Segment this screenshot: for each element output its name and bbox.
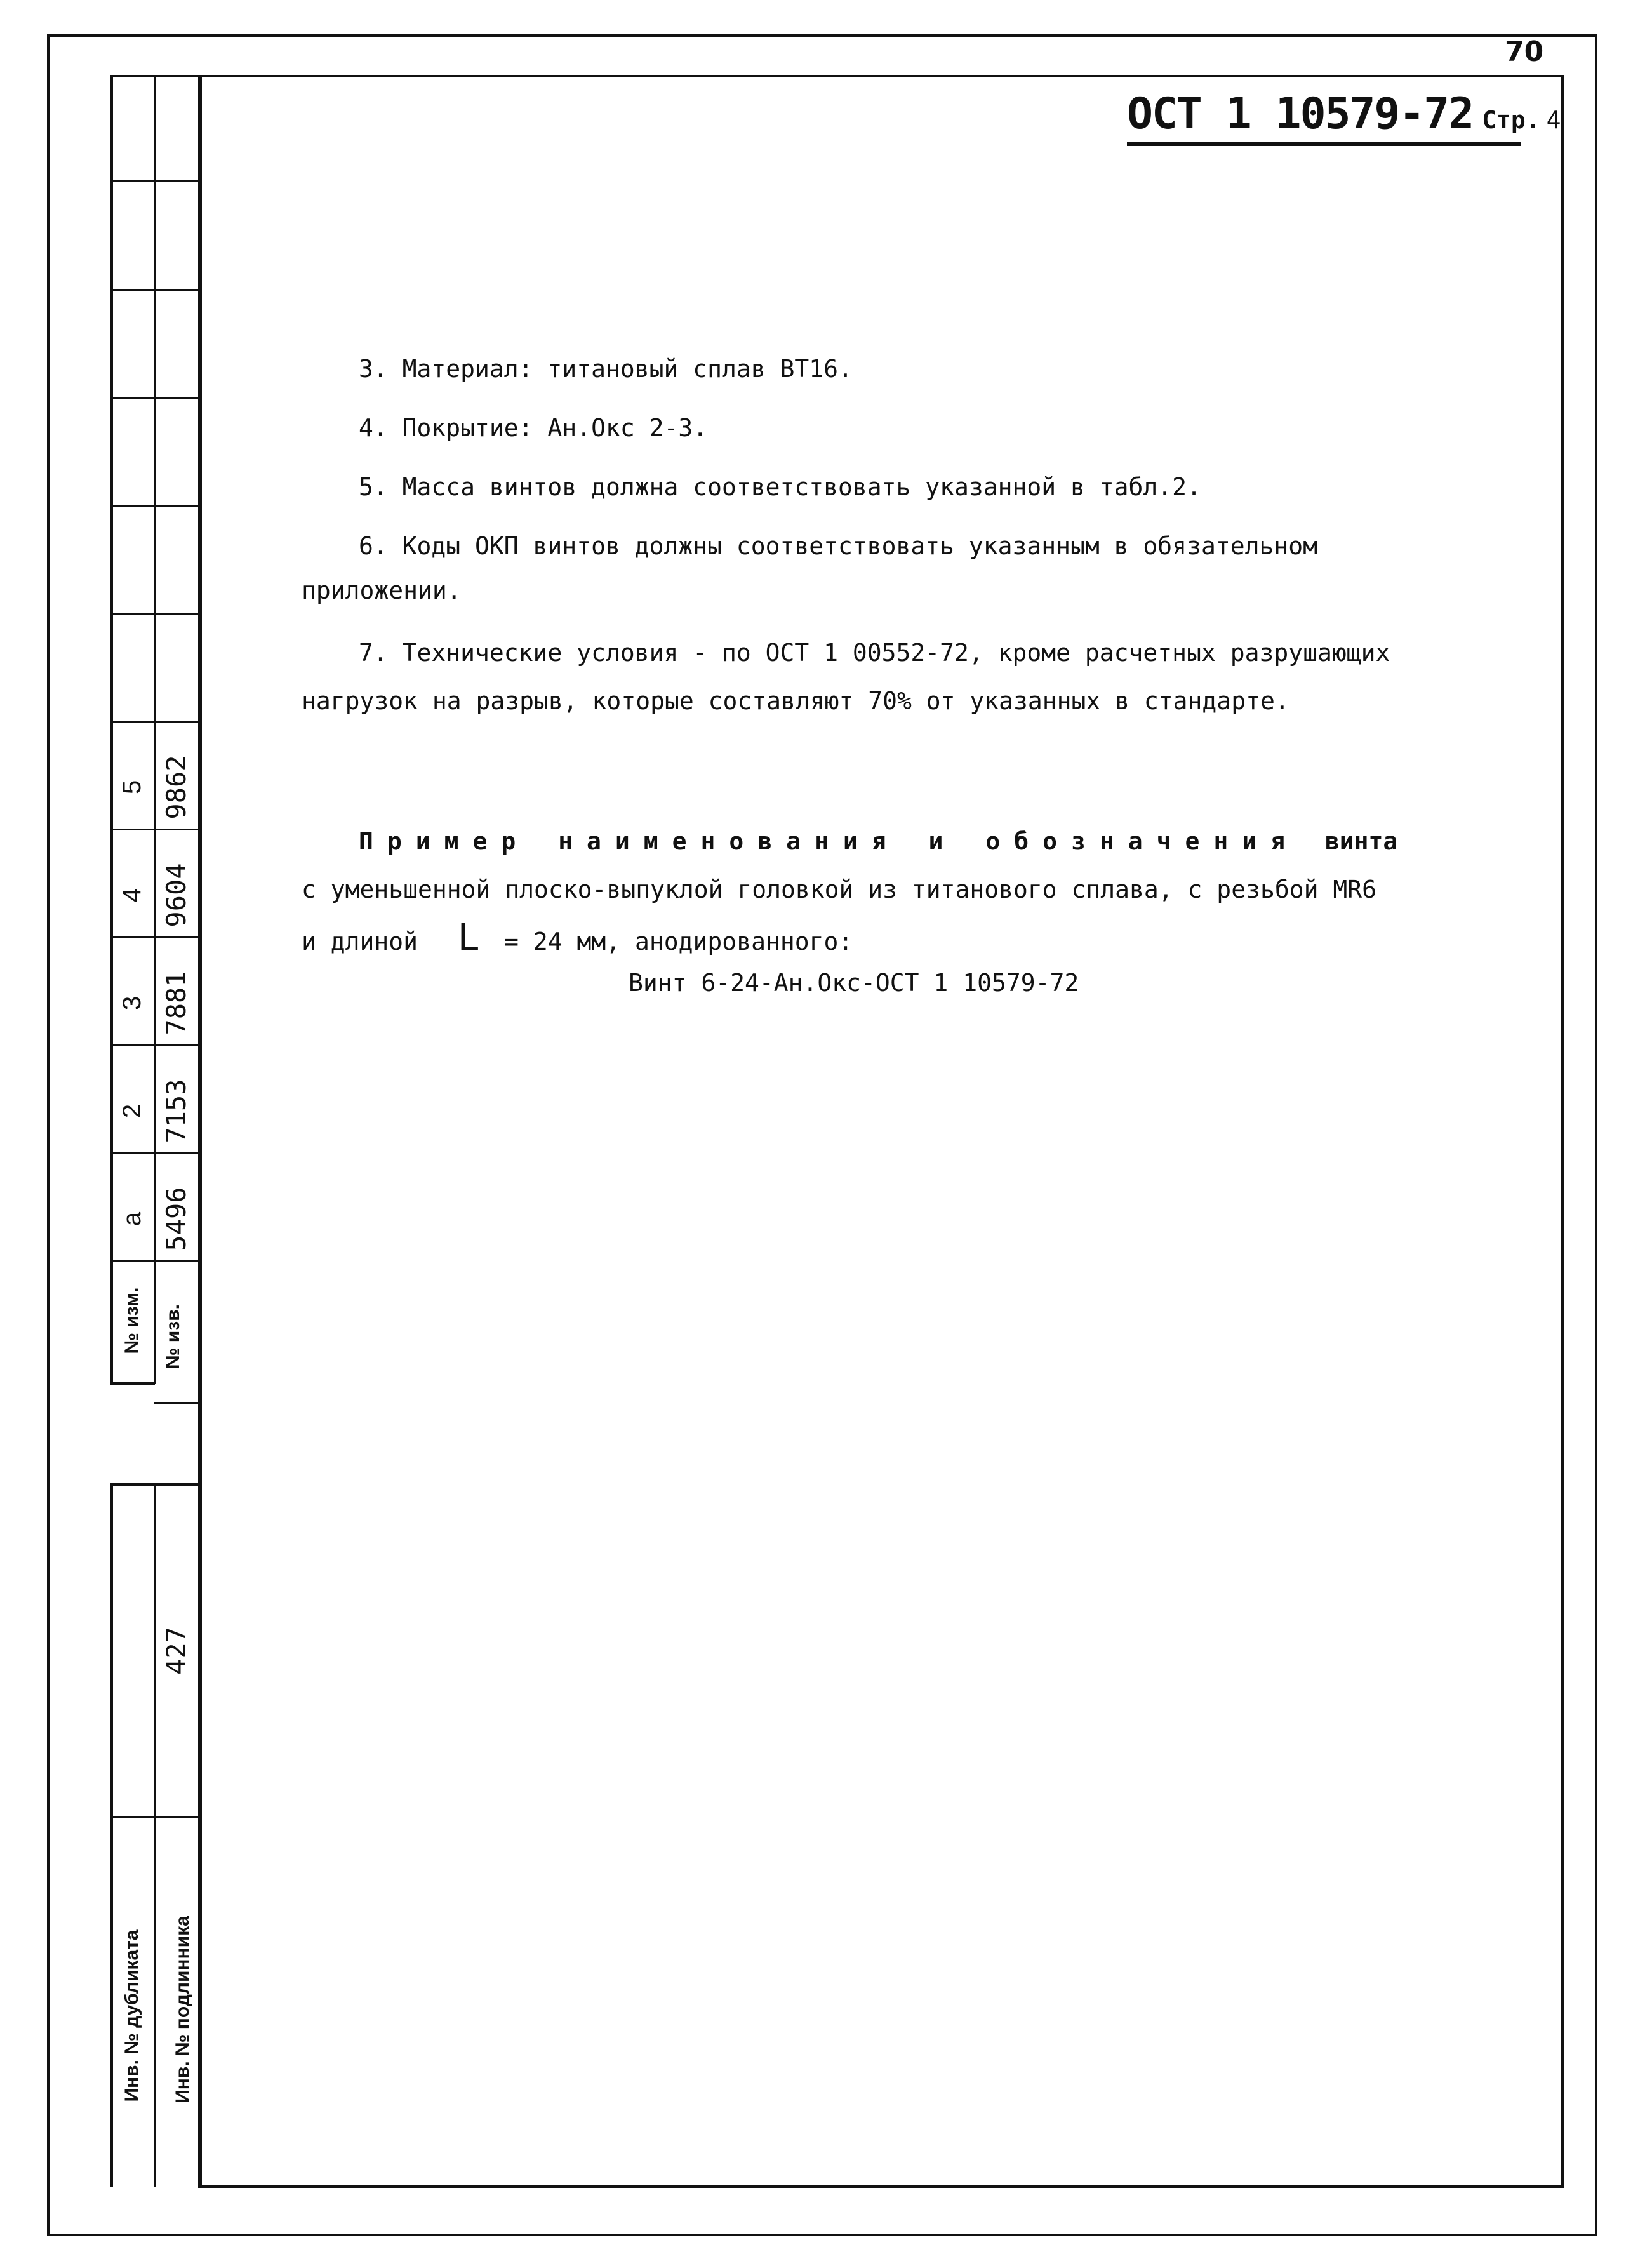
- duplicate-inventory-label: Инв. № дубликата: [121, 1929, 142, 2102]
- change-label: 3: [118, 996, 146, 1011]
- side-table-left-lower: [110, 1483, 113, 2187]
- change-label: 4: [118, 888, 146, 903]
- side-table-mid: [154, 75, 156, 1384]
- designation: Винт 6-24-Ан.Окс-ОСТ 1 10579-72: [629, 969, 1079, 997]
- item-text: Коды ОКП винтов должны соответствовать указанным в обязательном: [402, 532, 1317, 560]
- side-row-line-thick: [110, 1382, 155, 1385]
- example-line-2: с уменьшенной плоско-выпуклой головкой из титанового сплава, с резьбой MR6: [302, 876, 1376, 903]
- page-number: 4: [1546, 106, 1560, 134]
- side-row-line: [110, 180, 199, 182]
- item-7: [359, 630, 1533, 675]
- change-label: 5: [118, 780, 146, 795]
- inner-frame-left: [198, 75, 202, 2187]
- notice-number: 7881: [161, 971, 192, 1036]
- notice-number: 7153: [161, 1079, 192, 1143]
- side-row-line: [110, 505, 199, 507]
- side-lower-top: [110, 1483, 199, 1486]
- inner-frame-bottom: [198, 2185, 1564, 2188]
- side-row-line: [110, 289, 199, 291]
- outer-frame-left: [47, 34, 50, 2236]
- inner-frame-right: [1561, 75, 1564, 2187]
- item-number: 3.: [359, 355, 388, 383]
- side-row-line: [110, 613, 199, 615]
- item-number: 4.: [359, 414, 388, 442]
- example-line-3: [302, 915, 1476, 964]
- item-6-continuation: приложении.: [302, 576, 462, 604]
- item-6: [359, 524, 1533, 568]
- length-symbol: L: [457, 916, 479, 959]
- standard-designation: ОСТ 1 10579-72: [1127, 89, 1474, 139]
- sheet-number: 70: [1505, 36, 1544, 68]
- change-row-label: № изм.: [121, 1287, 142, 1354]
- outer-frame-bottom: [47, 2234, 1597, 2236]
- item-text: Технические условия - по ОСТ 1 00552-72, кроме расчетных разрушающих: [402, 639, 1390, 667]
- example-heading-tail: винта: [1324, 827, 1398, 855]
- side-row-line: [154, 1402, 199, 1404]
- notice-row-label: № изв.: [163, 1304, 183, 1369]
- original-inventory-number: 427: [161, 1627, 192, 1675]
- item-text: Материал: титановый сплав ВТ16.: [402, 355, 853, 383]
- side-table-mid-lower: [154, 1483, 156, 2187]
- side-lower-divider: [110, 1816, 199, 1818]
- outer-frame-top: [47, 34, 1597, 37]
- side-row-line: [110, 721, 199, 723]
- notice-number: 9862: [161, 755, 192, 820]
- example-heading: [359, 819, 1533, 863]
- change-label: 2: [118, 1103, 146, 1119]
- example-suffix: = 24 мм, анодированного:: [504, 928, 853, 956]
- notice-number: 5496: [161, 1187, 192, 1251]
- page-label: Стр.: [1482, 106, 1540, 134]
- item-4: [359, 406, 1533, 450]
- outer-frame-right: [1595, 34, 1597, 2236]
- side-table-left: [110, 75, 113, 1384]
- item-7-continuation: нагрузок на разрыв, которые составляют 70% от указанных в стандарте.: [302, 687, 1289, 715]
- example-prefix: и длиной: [302, 928, 418, 956]
- item-number: 7.: [359, 639, 388, 667]
- example-heading-spaced: Пример наименования и обозначения: [359, 827, 1299, 855]
- item-text: Покрытие: Ан.Окс 2-3.: [402, 414, 708, 442]
- standard-header: [1127, 89, 1560, 146]
- original-inventory-label: Инв. № подлинника: [172, 1916, 193, 2103]
- side-row-line: [110, 397, 199, 399]
- change-label: а: [118, 1211, 146, 1227]
- item-5: [359, 465, 1533, 509]
- item-3: [359, 347, 1533, 391]
- inner-frame-top: [198, 75, 1564, 77]
- side-table-top: [110, 75, 199, 77]
- item-number: 6.: [359, 532, 388, 560]
- item-text: Масса винтов должна соответствовать указанной в табл.2.: [402, 473, 1201, 501]
- item-number: 5.: [359, 473, 388, 501]
- notice-number: 9604: [161, 863, 192, 928]
